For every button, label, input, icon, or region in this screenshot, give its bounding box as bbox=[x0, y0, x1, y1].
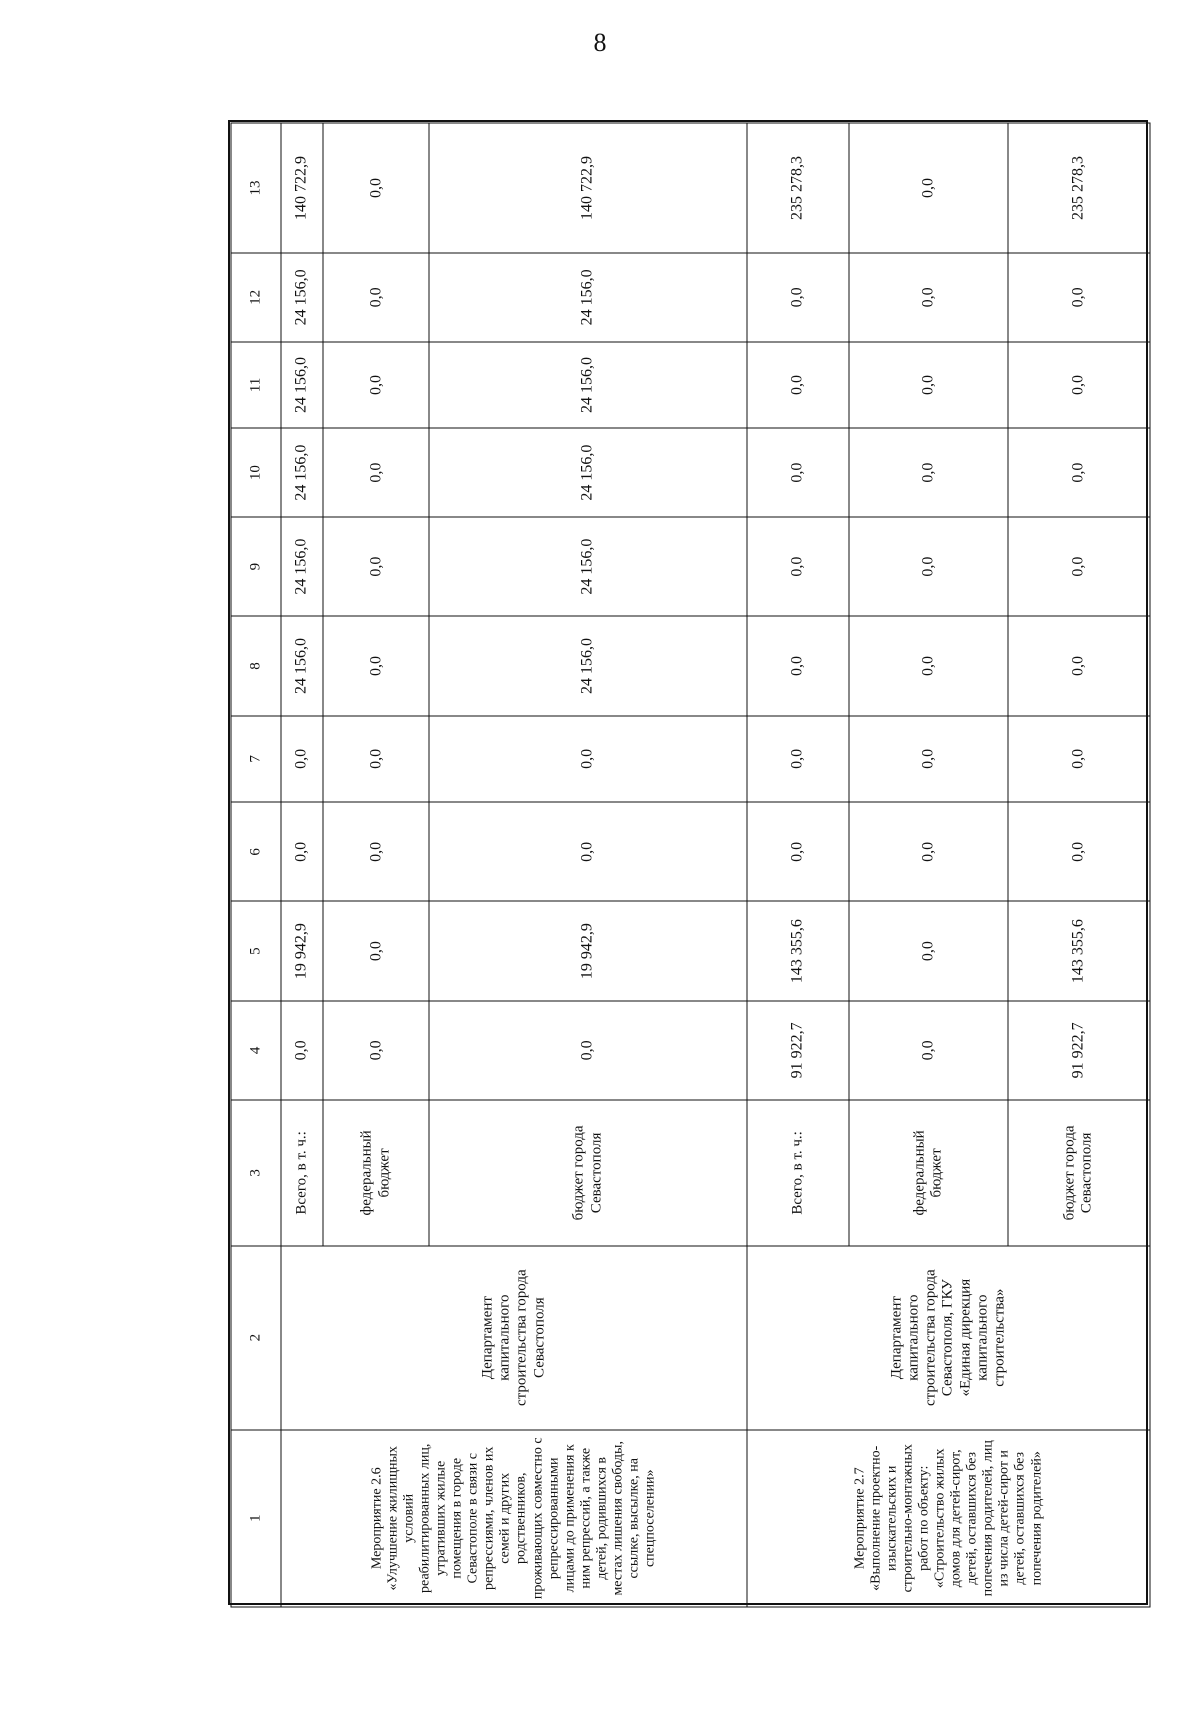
executor-cell: Департамент капитального строительства города Севастополя bbox=[280, 1245, 746, 1429]
value-cell: 0,0 bbox=[323, 123, 429, 253]
value-cell: 19 942,9 bbox=[280, 901, 322, 1000]
value-cell: 0,0 bbox=[280, 715, 322, 802]
value-cell: 24 156,0 bbox=[280, 616, 322, 715]
source-cell: Всего, в т. ч.: bbox=[280, 1100, 322, 1246]
value-cell: 143 355,6 bbox=[1007, 901, 1149, 1000]
value-cell: 24 156,0 bbox=[280, 517, 322, 616]
value-cell: 0,0 bbox=[747, 252, 849, 341]
value-cell: 0,0 bbox=[848, 1000, 1007, 1099]
header-cell: 13 bbox=[231, 123, 281, 253]
value-cell: 0,0 bbox=[323, 341, 429, 428]
event-cell: Мероприятие 2.7 «Выполнение проектно-изыскательских и строительно-монтажных работ по объекту: «Строительство жилых домов для детей-сирот, детей, оставшихся без попечения родителей, лиц из числа детей-сирот и детей, оставшихся без попечения родителей» bbox=[747, 1429, 1150, 1606]
value-cell: 91 922,7 bbox=[747, 1000, 849, 1099]
value-cell: 0,0 bbox=[1007, 428, 1149, 517]
value-cell: 0,0 bbox=[848, 341, 1007, 428]
value-cell: 0,0 bbox=[747, 715, 849, 802]
value-cell: 0,0 bbox=[848, 616, 1007, 715]
value-cell: 0,0 bbox=[429, 1000, 747, 1099]
value-cell: 235 278,3 bbox=[1007, 123, 1149, 253]
value-cell: 0,0 bbox=[848, 901, 1007, 1000]
value-cell: 0,0 bbox=[848, 123, 1007, 253]
header-cell: 3 bbox=[231, 1100, 281, 1246]
value-cell: 0,0 bbox=[1007, 517, 1149, 616]
value-cell: 140 722,9 bbox=[429, 123, 747, 253]
header-cell: 4 bbox=[231, 1000, 281, 1099]
value-cell: 0,0 bbox=[1007, 341, 1149, 428]
value-cell: 0,0 bbox=[429, 802, 747, 901]
value-cell: 0,0 bbox=[848, 802, 1007, 901]
value-cell: 0,0 bbox=[747, 341, 849, 428]
table-frame bbox=[228, 120, 1148, 1605]
value-cell: 235 278,3 bbox=[747, 123, 849, 253]
value-cell: 24 156,0 bbox=[429, 616, 747, 715]
value-cell: 0,0 bbox=[323, 901, 429, 1000]
funding-table bbox=[230, 122, 1150, 1607]
value-cell: 0,0 bbox=[747, 428, 849, 517]
value-cell: 0,0 bbox=[323, 1000, 429, 1099]
value-cell: 91 922,7 bbox=[1007, 1000, 1149, 1099]
value-cell: 0,0 bbox=[848, 517, 1007, 616]
header-cell: 6 bbox=[231, 802, 281, 901]
value-cell: 0,0 bbox=[323, 616, 429, 715]
value-cell: 24 156,0 bbox=[280, 341, 322, 428]
header-cell: 8 bbox=[231, 616, 281, 715]
value-cell: 24 156,0 bbox=[280, 428, 322, 517]
value-cell: 24 156,0 bbox=[429, 252, 747, 341]
source-cell: бюджет города Севастополя bbox=[429, 1100, 747, 1246]
source-cell: бюджет города Севастополя bbox=[1007, 1100, 1149, 1246]
value-cell: 24 156,0 bbox=[429, 428, 747, 517]
value-cell: 140 722,9 bbox=[280, 123, 322, 253]
source-cell: Всего, в т. ч.: bbox=[747, 1100, 849, 1246]
value-cell: 0,0 bbox=[747, 517, 849, 616]
value-cell: 0,0 bbox=[323, 428, 429, 517]
event-cell: Мероприятие 2.6 «Улучшение жилищных условий реабилитированных лиц, утративших жилые помещения в городе Севастополе в связи с репрессиями, членов их семей и других родственников, проживающих совместно с репрессированными лицами до применения к ним репрессий, а также детей, родившихся в местах лишения свободы, ссылке, высылке, на спецпоселении» bbox=[280, 1429, 746, 1606]
header-cell: 11 bbox=[231, 341, 281, 428]
value-cell: 0,0 bbox=[429, 715, 747, 802]
value-cell: 0,0 bbox=[747, 802, 849, 901]
value-cell: 0,0 bbox=[323, 517, 429, 616]
header-cell: 7 bbox=[231, 715, 281, 802]
value-cell: 0,0 bbox=[848, 428, 1007, 517]
header-cell: 10 bbox=[231, 428, 281, 517]
value-cell: 0,0 bbox=[747, 616, 849, 715]
value-cell: 0,0 bbox=[280, 1000, 322, 1099]
header-cell: 9 bbox=[231, 517, 281, 616]
value-cell: 0,0 bbox=[848, 715, 1007, 802]
value-cell: 0,0 bbox=[1007, 715, 1149, 802]
value-cell: 24 156,0 bbox=[429, 517, 747, 616]
header-cell: 5 bbox=[231, 901, 281, 1000]
value-cell: 0,0 bbox=[280, 802, 322, 901]
value-cell: 24 156,0 bbox=[429, 341, 747, 428]
value-cell: 0,0 bbox=[1007, 252, 1149, 341]
value-cell: 0,0 bbox=[1007, 616, 1149, 715]
value-cell: 24 156,0 bbox=[280, 252, 322, 341]
value-cell: 0,0 bbox=[848, 252, 1007, 341]
header-cell: 1 bbox=[231, 1429, 281, 1606]
value-cell: 0,0 bbox=[1007, 802, 1149, 901]
value-cell: 0,0 bbox=[323, 715, 429, 802]
table-row bbox=[280, 123, 322, 1607]
header-row bbox=[231, 123, 281, 1607]
executor-cell: Департамент капитального строительства города Севастополя, ГКУ «Единая дирекция капитального строительства» bbox=[747, 1245, 1150, 1429]
value-cell: 143 355,6 bbox=[747, 901, 849, 1000]
table-row bbox=[747, 123, 849, 1607]
value-cell: 0,0 bbox=[323, 802, 429, 901]
rotated-table-container bbox=[230, 122, 1150, 1607]
value-cell: 19 942,9 bbox=[429, 901, 747, 1000]
header-cell: 12 bbox=[231, 252, 281, 341]
header-cell: 2 bbox=[231, 1245, 281, 1429]
source-cell: федеральный бюджет bbox=[848, 1100, 1007, 1246]
page-number: 8 bbox=[593, 28, 607, 57]
value-cell: 0,0 bbox=[323, 252, 429, 341]
source-cell: федеральный бюджет bbox=[323, 1100, 429, 1246]
